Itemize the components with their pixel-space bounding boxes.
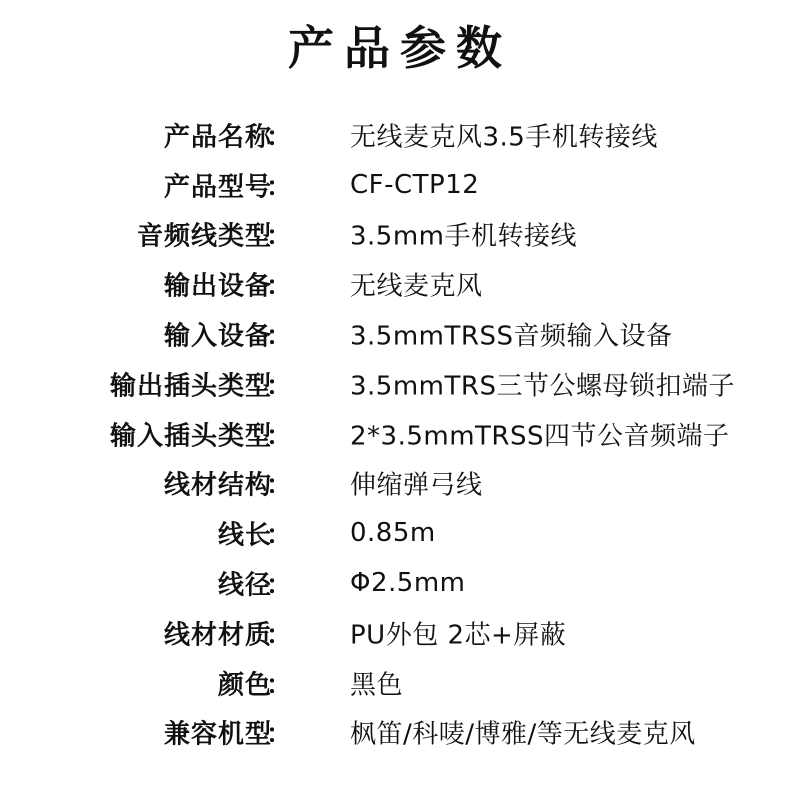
- spec-label: 颜色: [217, 670, 272, 701]
- spec-row-input-device: [0, 309, 800, 359]
- spec-label: 输出插头类型: [109, 371, 272, 402]
- spec-colon: ：: [266, 321, 293, 352]
- spec-label: 输入设备: [163, 321, 272, 352]
- spec-label: 线长: [217, 520, 272, 551]
- spec-value: 2*3.5mmTRSS四节公音频端子: [350, 421, 730, 452]
- spec-value: 黑色: [350, 670, 404, 701]
- spec-value: PU外包 2芯+屏蔽: [350, 620, 567, 651]
- spec-row-output-device: [0, 259, 800, 309]
- spec-colon: ：: [266, 172, 293, 203]
- spec-value: 3.5mmTRSS音频输入设备: [350, 321, 673, 352]
- spec-table: [0, 110, 800, 757]
- spec-row-length: [0, 508, 800, 558]
- spec-label: 产品型号: [163, 172, 272, 203]
- spec-label: 产品名称: [163, 122, 272, 153]
- spec-colon: ：: [266, 122, 293, 153]
- spec-label: 线材结构: [163, 470, 272, 501]
- spec-row-output-plug: [0, 359, 800, 409]
- spec-label: 音频线类型: [136, 221, 272, 252]
- spec-row-color: [0, 658, 800, 708]
- spec-label: 输出设备: [163, 271, 272, 302]
- spec-colon: ：: [266, 421, 293, 452]
- spec-value: 无线麦克风: [350, 271, 483, 302]
- spec-row-model: [0, 160, 800, 210]
- spec-label: 线径: [217, 570, 272, 601]
- spec-value: 3.5mm手机转接线: [350, 221, 578, 252]
- spec-colon: ：: [266, 271, 293, 302]
- spec-colon: ：: [266, 620, 293, 651]
- spec-row-cable-structure: [0, 459, 800, 509]
- spec-colon: ：: [266, 719, 293, 750]
- spec-row-cable-type: [0, 210, 800, 260]
- spec-label: 输入插头类型: [109, 421, 272, 452]
- spec-row-diameter: [0, 558, 800, 608]
- spec-row-material: [0, 608, 800, 658]
- spec-colon: ：: [266, 520, 293, 551]
- spec-colon: ：: [266, 371, 293, 402]
- spec-colon: ：: [266, 470, 293, 501]
- spec-row-input-plug: [0, 409, 800, 459]
- page-title: 产品参数: [288, 21, 512, 75]
- spec-row-product-name: [0, 110, 800, 160]
- spec-colon: ：: [266, 570, 293, 601]
- spec-value: 3.5mmTRS三节公螺母锁扣端子: [350, 371, 735, 402]
- spec-value: 伸缩弹弓线: [350, 470, 483, 501]
- spec-label: 线材材质: [163, 620, 272, 651]
- spec-value: Φ2.5mm: [350, 568, 466, 599]
- spec-value: 枫笛/科唛/博雅/等无线麦克风: [350, 719, 696, 750]
- spec-value: 0.85m: [350, 518, 436, 549]
- spec-row-compatible-models: [0, 708, 800, 758]
- spec-value: 无线麦克风3.5手机转接线: [350, 122, 658, 153]
- spec-colon: ：: [266, 221, 293, 252]
- spec-label: 兼容机型: [163, 719, 272, 750]
- spec-colon: ：: [266, 670, 293, 701]
- spec-value: CF-CTP12: [350, 169, 480, 200]
